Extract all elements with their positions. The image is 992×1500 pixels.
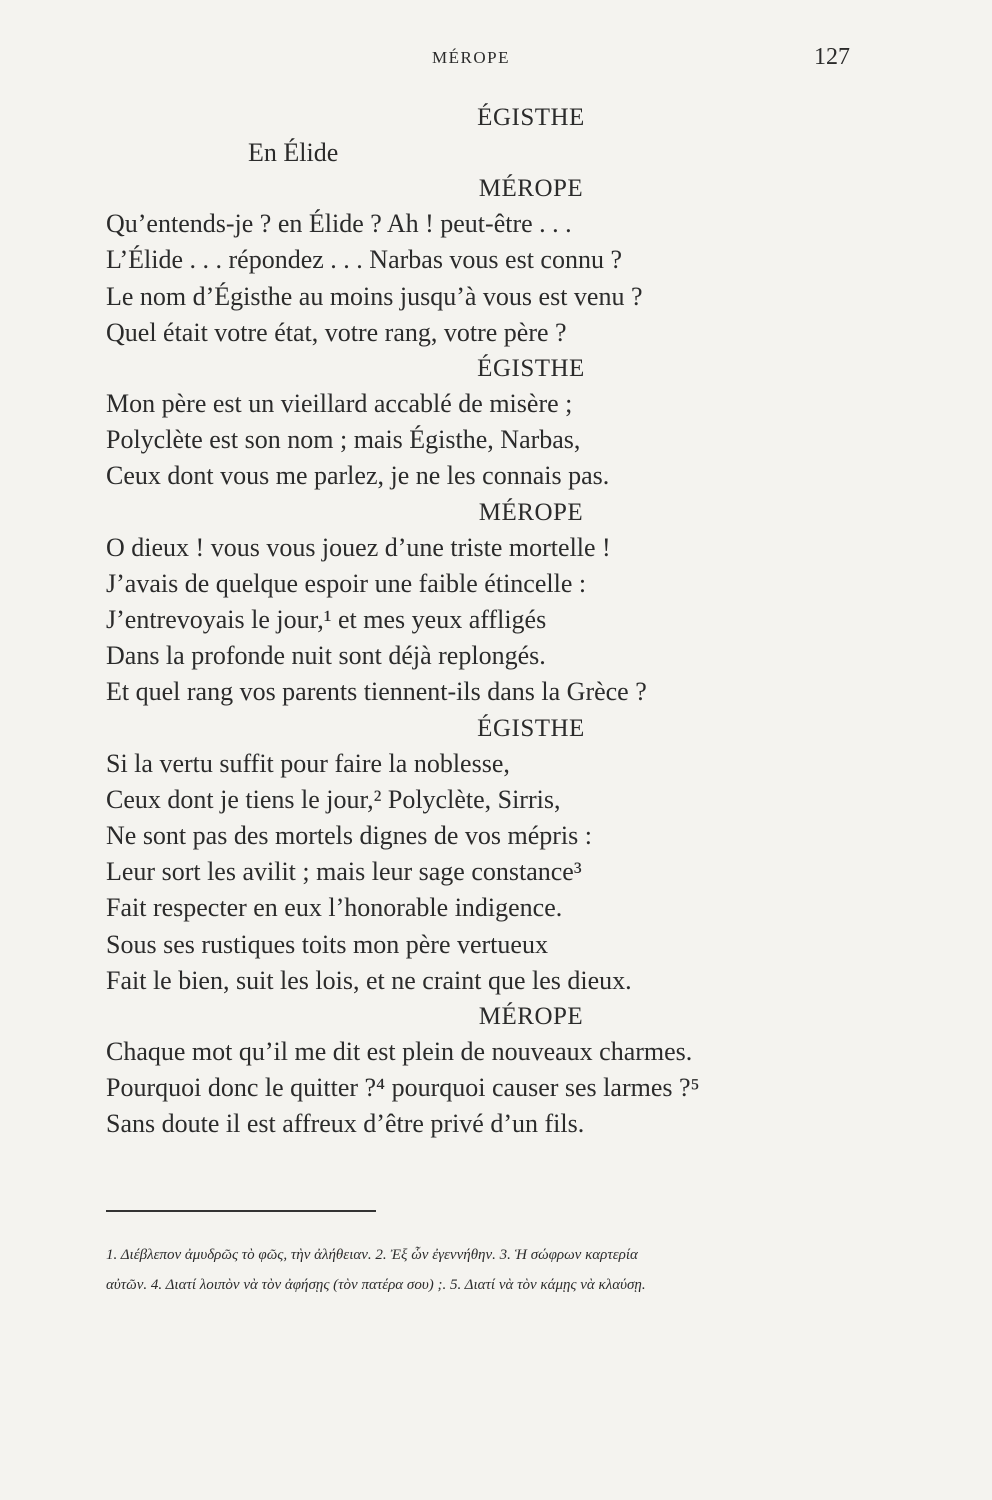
verse-line: Chaque mot qu’il me dit est plein de nouveaux charmes.: [106, 1037, 693, 1067]
verse-line: J’entrevoyais le jour,¹ et mes yeux affligés: [106, 605, 547, 635]
verse-text: [106, 100, 866, 1143]
footnote-line: 1. Διέβλεπον ἀμυδρῶς τὸ φῶς, τὴν ἀλήθειαν. 2. Ἐξ ὧν ἐγεννήθην. 3. Ἡ σώφρων καρτερία: [106, 1247, 638, 1263]
verse-line: Mon père est un vieillard accablé de misère ;: [106, 389, 573, 419]
running-head: MÉROPE: [432, 48, 510, 67]
verse-line: O dieux ! vous vous jouez d’une triste mortelle !: [106, 532, 611, 562]
verse-line: Ceux dont je tiens le jour,² Polyclète, Sirris,: [106, 784, 561, 814]
page-number: 127: [814, 44, 850, 70]
speaker-name: ÉGISTHE: [477, 355, 585, 383]
verse-line: J’avais de quelque espoir une faible étincelle :: [106, 568, 587, 598]
verse-line: Qu’entends-je ? en Élide ? Ah ! peut-être . . .: [106, 209, 572, 239]
verse-line: Dans la profonde nuit sont déjà replongés.: [106, 641, 546, 671]
speaker-name: ÉGISTHE: [477, 714, 585, 742]
speaker-name: MÉROPE: [478, 175, 584, 203]
verse-line: Ne sont pas des mortels dignes de vos mépris :: [106, 821, 592, 851]
verse-line: Pourquoi donc le quitter ?⁴ pourquoi causer ses larmes ?⁵: [106, 1073, 700, 1103]
verse-line: Polyclète est son nom ; mais Égisthe, Narbas,: [106, 425, 581, 455]
verse-line: L’Élide . . . répondez . . . Narbas vous est connu ?: [106, 245, 623, 275]
verse-line: En Élide: [248, 138, 339, 167]
footnote-line: αὐτῶν. 4. Διατί λοιπὸν νὰ τὸν ἀφήσῃς (τὸν πατέρα σου) ;. 5. Διατί νὰ τὸν κάμῃς νὰ κλαύσῃ.: [106, 1277, 646, 1293]
footnote-divider: [106, 1210, 376, 1212]
verse-line: Fait respecter en eux l’honorable indigence.: [106, 893, 563, 923]
verse-line: Leur sort les avilit ; mais leur sage constance³: [106, 857, 582, 887]
verse-line: Sous ses rustiques toits mon père vertueux: [106, 929, 548, 959]
speaker-name: MÉROPE: [478, 498, 584, 526]
verse-line: Sans doute il est affreux d’être privé d’un fils.: [106, 1109, 585, 1139]
verse-line: Si la vertu suffit pour faire la noblesse,: [106, 748, 510, 778]
verse-line: Et quel rang vos parents tiennent-ils dans la Grèce ?: [106, 677, 647, 707]
verse-line: Ceux dont vous me parlez, je ne les connais pas.: [106, 461, 610, 491]
verse-line: Quel était votre état, votre rang, votre père ?: [106, 317, 567, 347]
verse-line: Le nom d’Égisthe au moins jusqu’à vous est venu ?: [106, 281, 643, 311]
speaker-name: ÉGISTHE: [477, 104, 585, 131]
footnotes: [106, 1240, 866, 1300]
speaker-name: MÉROPE: [478, 1003, 584, 1031]
verse-line: Fait le bien, suit les lois, et ne craint que les dieux.: [106, 965, 632, 995]
